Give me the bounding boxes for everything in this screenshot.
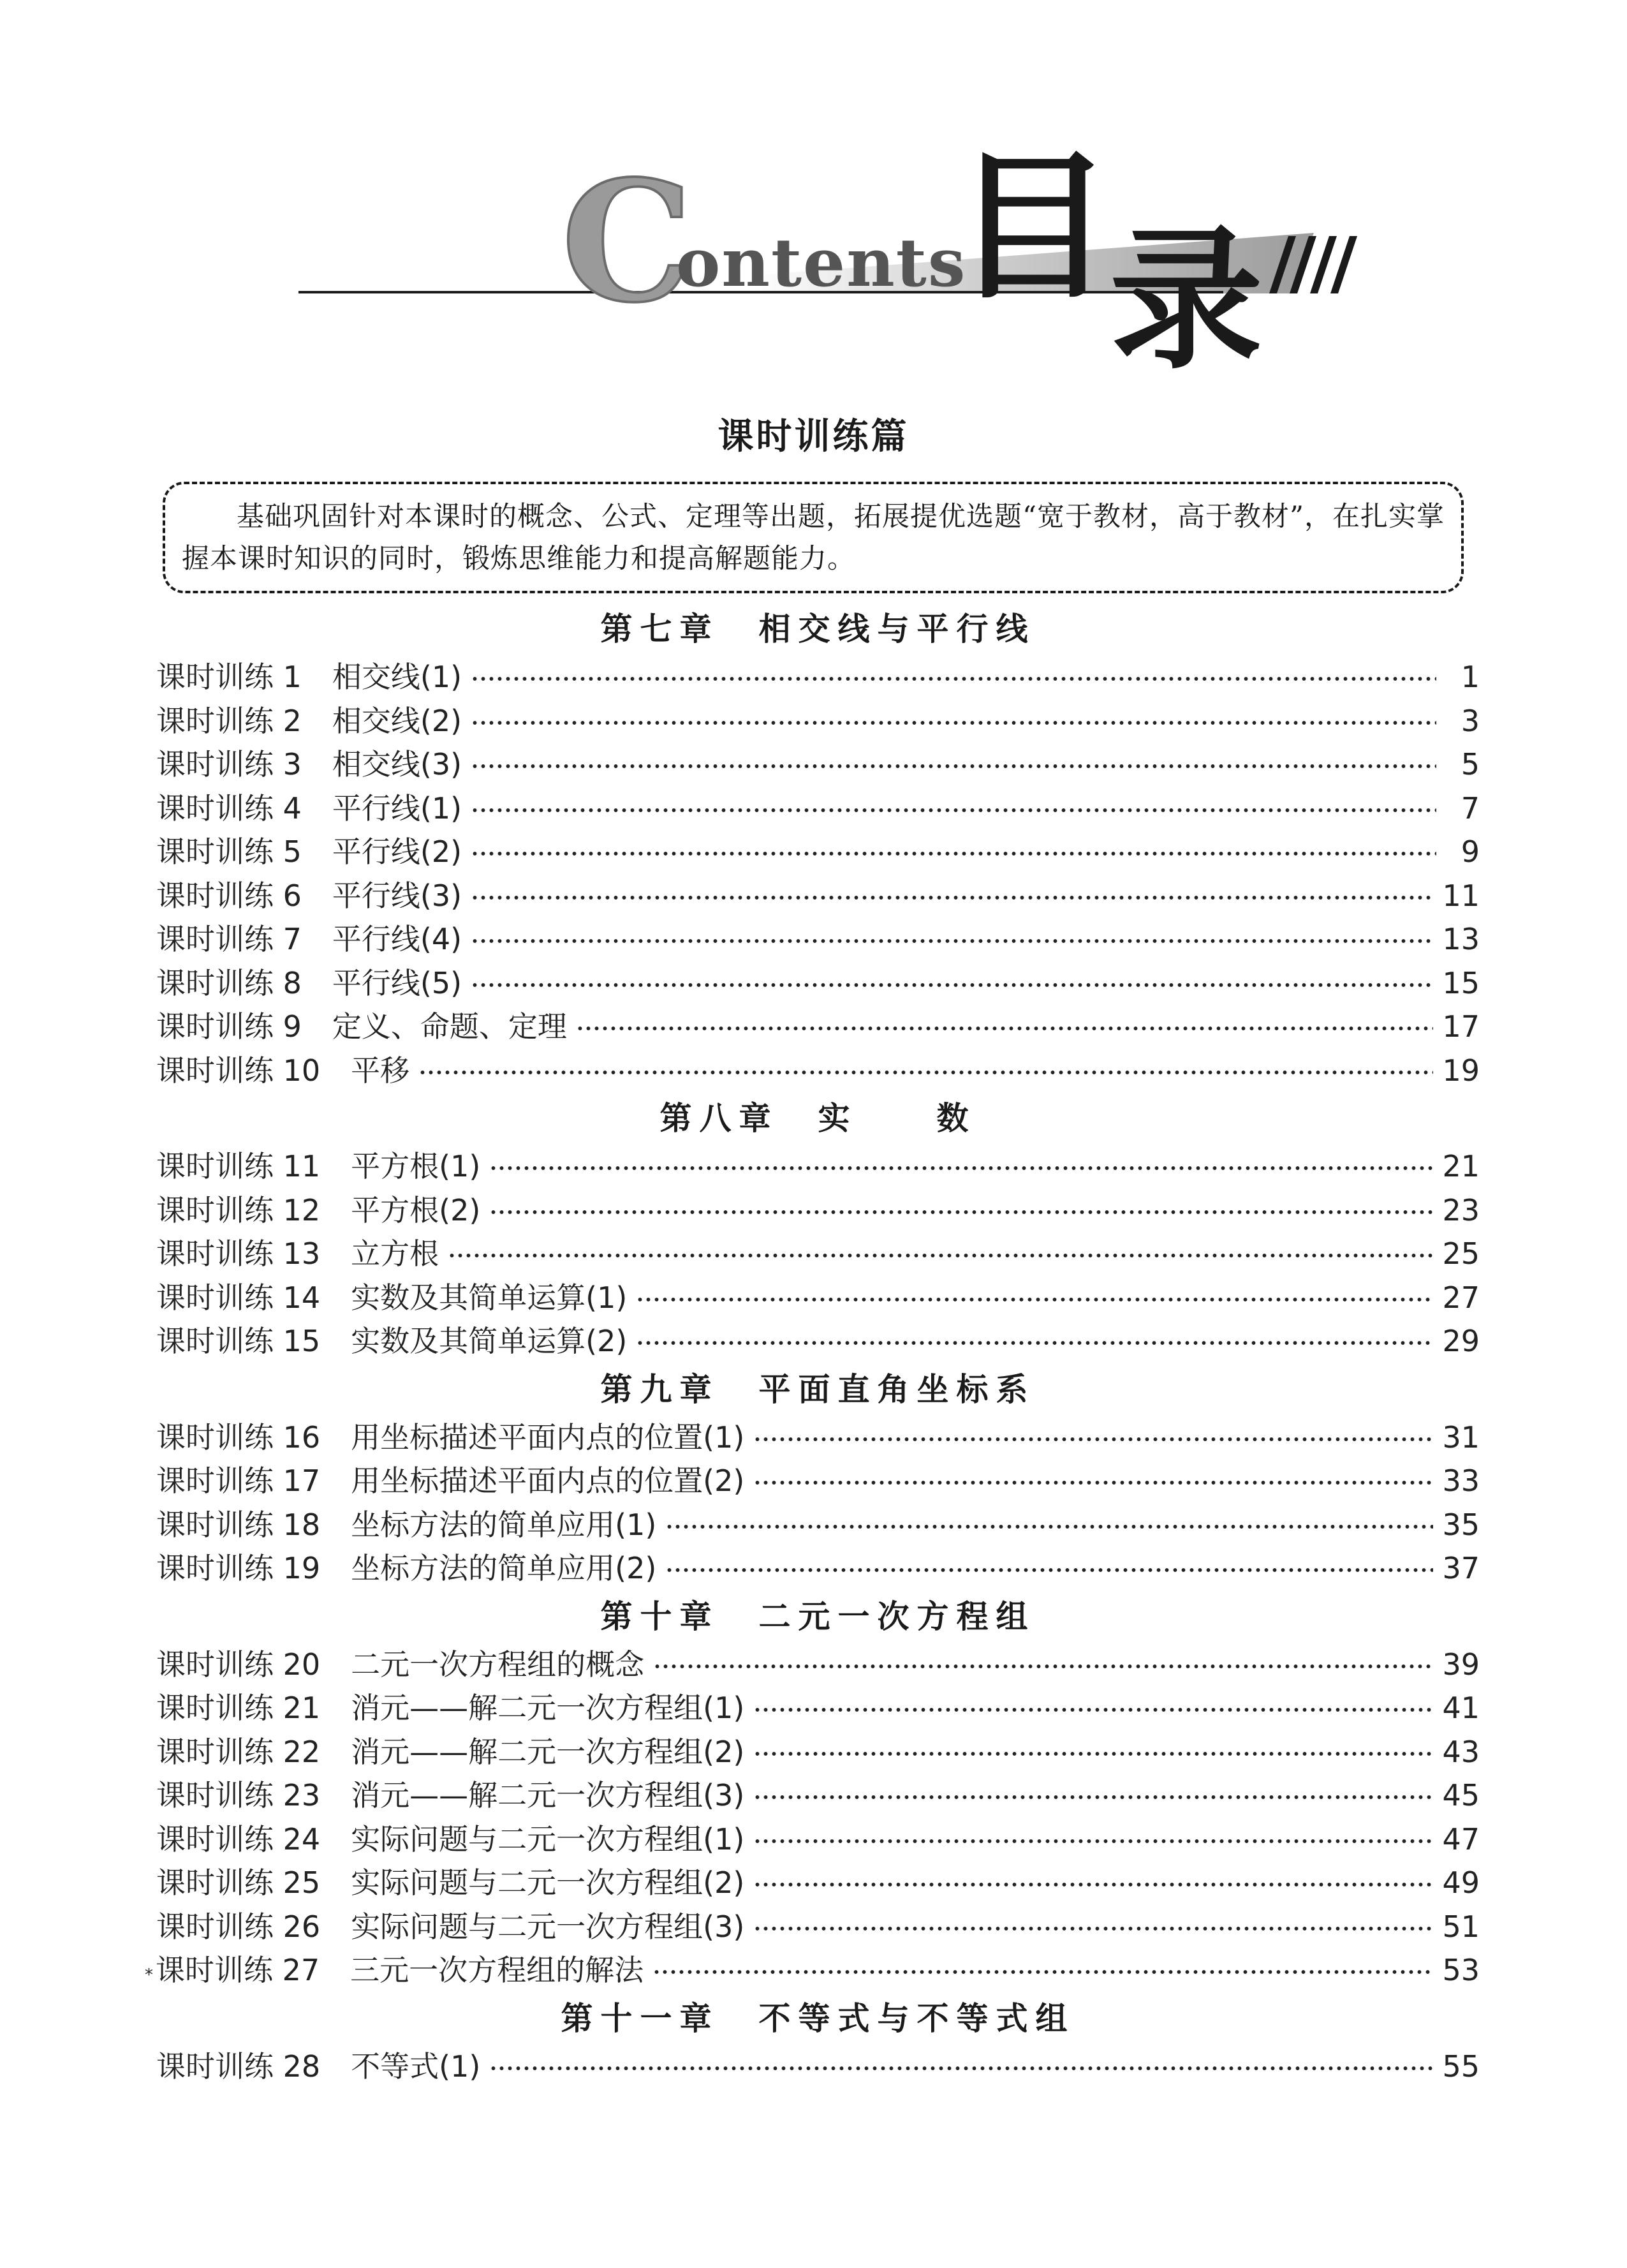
dot-leader [753,1794,1433,1800]
entry-page-number: 3 [1461,703,1480,738]
entry-label: 课时训练 5 [156,834,302,869]
entry-label: 课时训练 4 [156,790,302,826]
entry-title: 定义、命题、定理 [332,1009,567,1044]
toc-entry[interactable] [145,1948,1480,1992]
entry-page-number: 47 [1442,1821,1480,1857]
entry-page-number: 19 [1442,1053,1480,1088]
toc-entry[interactable] [156,1905,1480,1949]
dot-leader [489,2065,1433,2072]
entry-title: 三元一次方程组的解法 [350,1953,644,1987]
toc-entry[interactable] [156,1818,1480,1862]
toc-entry[interactable] [156,874,1480,918]
entry-title: 平行线(2) [332,834,462,869]
dot-leader [753,1436,1433,1442]
dot-leader [471,807,1436,813]
entry-label: 课时训练 18 [156,1507,321,1542]
entry-label: 课时训练 20 [156,1647,321,1682]
entry-page-number: 55 [1442,2049,1480,2084]
entry-title: 二元一次方程组的概念 [351,1647,645,1682]
toc-entry[interactable] [156,1416,1480,1460]
dot-leader [471,982,1433,988]
entry-title: 用坐标描述平面内点的位置(2) [351,1464,745,1498]
toc-entry[interactable] [156,699,1480,743]
entry-title: 实际问题与二元一次方程组(2) [351,1865,745,1900]
entry-label: 课时训练 17 [156,1464,321,1498]
toc-entry[interactable] [156,1643,1480,1687]
entry-title: 实数及其简单运算(1) [351,1280,628,1315]
dot-leader [418,1069,1433,1076]
entry-page-number: 9 [1461,834,1480,869]
entry-title: 坐标方法的简单应用(1) [351,1507,657,1542]
dot-leader [652,1969,1433,1975]
toc-entry[interactable] [156,961,1480,1005]
entry-label: 课时训练 8 [156,965,302,1000]
toc-entry[interactable] [156,1546,1480,1590]
toc-entry[interactable] [156,917,1480,961]
entry-page-number: 21 [1442,1149,1480,1183]
entry-label: 课时训练 28 [156,2049,321,2084]
entry-label: 课时训练 19 [156,1551,321,1585]
entry-page-number: 1 [1461,660,1480,694]
entry-title: 消元——解二元一次方程组(3) [351,1778,745,1812]
dot-leader [753,1751,1433,1757]
entry-title: 消元——解二元一次方程组(1) [351,1691,745,1725]
dot-leader [489,1209,1433,1215]
dot-leader [753,1707,1433,1713]
entry-page-number: 23 [1442,1192,1480,1227]
intro-box [163,482,1464,593]
entry-label: 课时训练 2 [156,703,302,738]
dot-leader [471,720,1436,726]
section-title: 课时训练篇 [718,415,909,457]
entry-label: 课时训练 24 [156,1821,321,1857]
entry-page-number: 5 [1461,747,1480,782]
entry-page-number: 49 [1442,1865,1480,1900]
toc-entry[interactable] [156,655,1480,699]
entry-label: 课时训练 11 [156,1149,321,1183]
entry-label: 课时训练 22 [156,1734,321,1769]
dot-leader [753,1838,1433,1844]
entry-page-number: 25 [1442,1236,1480,1271]
chapter-heading: 第九章 平面直角坐标系 [600,1370,1036,1408]
dot-leader [471,850,1436,857]
entry-title: 平方根(1) [351,1149,481,1183]
entry-title: 平移 [351,1053,410,1088]
entry-title: 平行线(1) [332,790,462,826]
entry-page-number: 35 [1442,1507,1480,1542]
entry-label: 课时训练 7 [156,922,302,956]
entry-title: 平行线(4) [332,922,462,956]
entry-page-number: 15 [1442,965,1480,1000]
toc-entry[interactable] [156,1319,1480,1363]
toc-entry[interactable] [156,1276,1480,1320]
decorative-slashes-icon [1250,233,1365,297]
entry-page-number: 17 [1442,1009,1480,1044]
contents-word: ontents [676,223,967,302]
entry-title: 相交线(1) [332,660,462,694]
entry-label: 课时训练 10 [156,1053,321,1088]
entry-page-number: 37 [1442,1551,1480,1585]
entry-page-number: 39 [1442,1647,1480,1682]
dot-leader [448,1252,1433,1259]
dot-leader [753,1925,1433,1932]
entry-label: 课时训练 12 [156,1192,321,1227]
dot-leader [753,1881,1433,1888]
toc-entry[interactable] [156,1189,1480,1233]
chapter-heading: 第八章 实 数 [659,1099,976,1137]
intro-text: 基础巩固针对本课时的概念、公式、定理等出题，拓展提优选题“宽于教材，高于教材”，在扎实掌握本课时知识的同时，锻炼思维能力和提高解题能力。 [182,501,1445,575]
entry-page-number: 33 [1442,1464,1480,1498]
entry-label: 课时训练 9 [156,1009,302,1044]
toc-entry[interactable] [156,1730,1480,1774]
entry-title: 消元——解二元一次方程组(2) [351,1734,745,1769]
toc-entry[interactable] [156,787,1480,831]
dot-leader [471,763,1436,769]
entry-title: 平行线(5) [332,965,462,1000]
entry-page-number: 13 [1442,922,1480,956]
toc-entry[interactable] [156,1686,1480,1730]
dot-leader [653,1663,1433,1670]
entry-label: 课时训练 26 [156,1909,321,1944]
entry-label: 课时训练 13 [156,1236,321,1271]
entry-page-number: 45 [1442,1778,1480,1812]
toc-entry[interactable] [156,743,1480,787]
entry-title: 平行线(3) [332,878,462,913]
entry-label: 课时训练 27 [156,1953,320,1987]
entry-label: 课时训练 16 [156,1419,321,1455]
toc-entry[interactable] [156,1145,1480,1189]
contents-initial-letter: C [561,145,693,339]
dot-leader [753,1479,1433,1486]
entry-label: 课时训练 15 [156,1324,321,1358]
dot-leader [665,1567,1433,1573]
entry-title: 平方根(2) [351,1192,481,1227]
entry-label: 课时训练 6 [156,878,302,913]
toc-entry[interactable] [156,1232,1480,1276]
entry-label: 课时训练 21 [156,1691,321,1725]
chapter-heading: 第十一章 不等式与不等式组 [561,1999,1075,2037]
entry-page-number: 53 [1442,1953,1480,1987]
entry-page-number: 51 [1442,1909,1480,1944]
entry-title: 坐标方法的简单应用(2) [351,1551,657,1585]
dot-leader [489,1165,1433,1171]
entry-title: 不等式(1) [351,2049,481,2084]
chapter-heading: 第十章 二元一次方程组 [600,1597,1036,1635]
entry-title: 立方根 [351,1236,439,1271]
toc-entry[interactable] [156,2045,1480,2089]
toc-entry[interactable] [156,1459,1480,1503]
entry-page-number: 29 [1442,1324,1480,1358]
entry-page-number: 27 [1442,1280,1480,1315]
entry-title: 用坐标描述平面内点的位置(1) [351,1419,745,1455]
entry-page-number: 11 [1442,878,1480,913]
entry-label: 课时训练 14 [156,1280,321,1315]
entry-label: 课时训练 23 [156,1778,321,1812]
toc-entry[interactable] [156,1005,1480,1049]
dot-leader [471,894,1433,901]
dot-leader [576,1025,1434,1032]
dot-leader [636,1296,1433,1303]
title-char-lu: 录 [1110,210,1263,390]
dot-leader [471,938,1433,944]
entry-title: 实际问题与二元一次方程组(3) [351,1909,745,1944]
entry-title: 相交线(2) [332,703,462,738]
toc-entry[interactable] [156,1861,1480,1905]
entry-page-number: 41 [1442,1691,1480,1725]
contents-banner [0,0,1627,396]
toc-entry[interactable] [156,1049,1480,1093]
dot-leader [665,1523,1433,1530]
entry-label: 课时训练 1 [156,660,302,694]
chapter-heading: 第七章 相交线与平行线 [600,610,1036,648]
entry-page-number: 31 [1442,1419,1480,1455]
entry-page-number: 7 [1461,790,1480,826]
toc-entry[interactable] [156,1774,1480,1818]
dot-leader [636,1340,1433,1346]
entry-title: 实际问题与二元一次方程组(1) [351,1821,745,1857]
title-char-mu: 目 [953,133,1113,320]
toc-entry[interactable] [156,830,1480,874]
entry-label: 课时训练 25 [156,1865,321,1900]
entry-title: 相交线(3) [332,747,462,782]
table-of-contents [145,603,1480,2088]
toc-entry[interactable] [156,1503,1480,1547]
entry-title: 实数及其简单运算(2) [351,1324,628,1358]
dot-leader [471,676,1436,682]
entry-label: 课时训练 3 [156,747,302,782]
entry-page-number: 43 [1442,1734,1480,1769]
optional-mark: * [145,1966,153,1985]
